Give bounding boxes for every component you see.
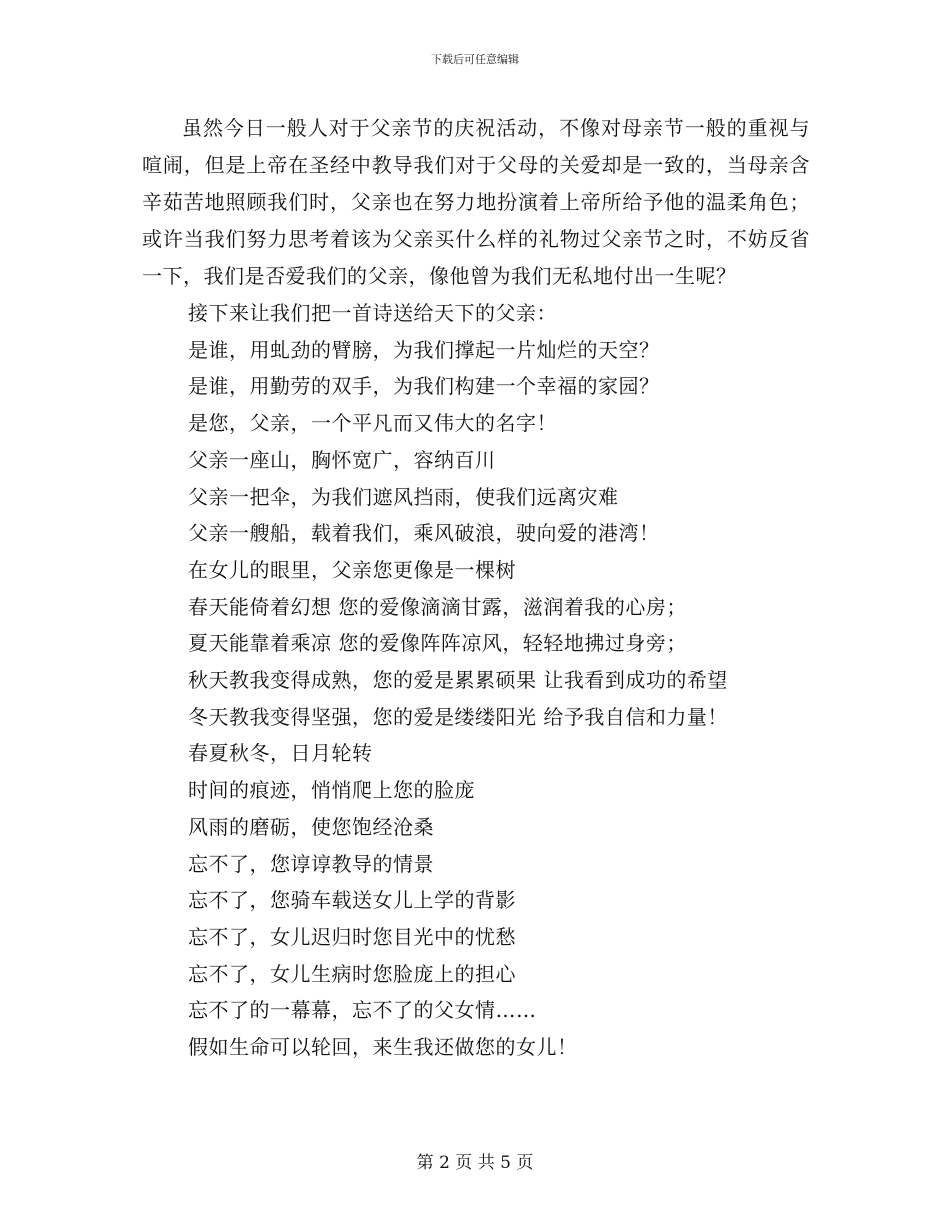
poem-line: 在女儿的眼里，父亲您更像是一棵树 (188, 557, 516, 582)
poem-line: 夏天能靠着乘凉 您的爱像阵阵凉风，轻轻地拂过身旁； (188, 631, 687, 656)
poem-line: 忘不了，您骑车载送女儿上学的背影 (188, 888, 516, 913)
poem-line: 是谁，用虬劲的臂膀，为我们撑起一片灿烂的天空？ (188, 337, 660, 362)
page-number: 第 2 页 共 5 页 (416, 1153, 534, 1173)
page-header: 下载后可任意编辑 (431, 53, 519, 66)
poem-line: 假如生命可以轮回，来生我还做您的女儿！ (188, 1035, 578, 1060)
poem-line: 忘不了，您谆谆教导的情景 (188, 851, 434, 876)
poem-line: 父亲一艘船，载着我们，乘风破浪，驶向爱的港湾！ (188, 521, 660, 546)
document-body (142, 110, 810, 1066)
poem-line: 父亲一把伞，为我们遮风挡雨，使我们远离灾难 (188, 484, 619, 509)
poem-line: 忘不了，女儿生病时您脸庞上的担心 (188, 961, 516, 986)
poem-line: 冬天教我变得坚强，您的爱是缕缕阳光 给予我自信和力量！ (188, 704, 728, 729)
poem-line: 春夏秋冬，日月轮转 (188, 741, 373, 766)
intro-paragraph: 虽然今日一般人对于父亲节的庆祝活动，不像对母亲节一般的重视与喧闹，但是上帝在圣经中教导我们对于父母的关爱却是一致的，当母亲含辛茹苦地照顾我们时，父亲也在努力地扮演着上帝所给予他的温柔角色；或许当我们努力思考着该为父亲买什么样的礼物过父亲节之时，不妨反省一下，我们是否爱我们的父亲，像他曾为我们无私地付出一生呢？ (142, 116, 810, 288)
poem-line: 是谁，用勤劳的双手，为我们构建一个幸福的家园？ (188, 374, 660, 399)
poem-line: 春天能倚着幻想 您的爱像滴滴甘露，滋润着我的心房； (188, 594, 687, 619)
poem-line: 忘不了，女儿迟归时您目光中的忧愁 (188, 924, 516, 949)
poem-line: 时间的痕迹，悄悄爬上您的脸庞 (188, 778, 475, 803)
poem-line: 父亲一座山，胸怀宽广，容纳百川 (188, 447, 496, 472)
poem-line: 是您，父亲，一个平凡而又伟大的名字！ (188, 411, 557, 436)
poem-line: 忘不了的一幕幕，忘不了的父女情…… (188, 998, 537, 1023)
poem-line: 秋天教我变得成熟，您的爱是累累硕果 让我看到成功的希望 (188, 668, 728, 693)
poem-intro-line: 接下来让我们把一首诗送给天下的父亲： (188, 301, 557, 325)
poem-line: 风雨的磨砺，使您饱经沧桑 (188, 814, 434, 839)
